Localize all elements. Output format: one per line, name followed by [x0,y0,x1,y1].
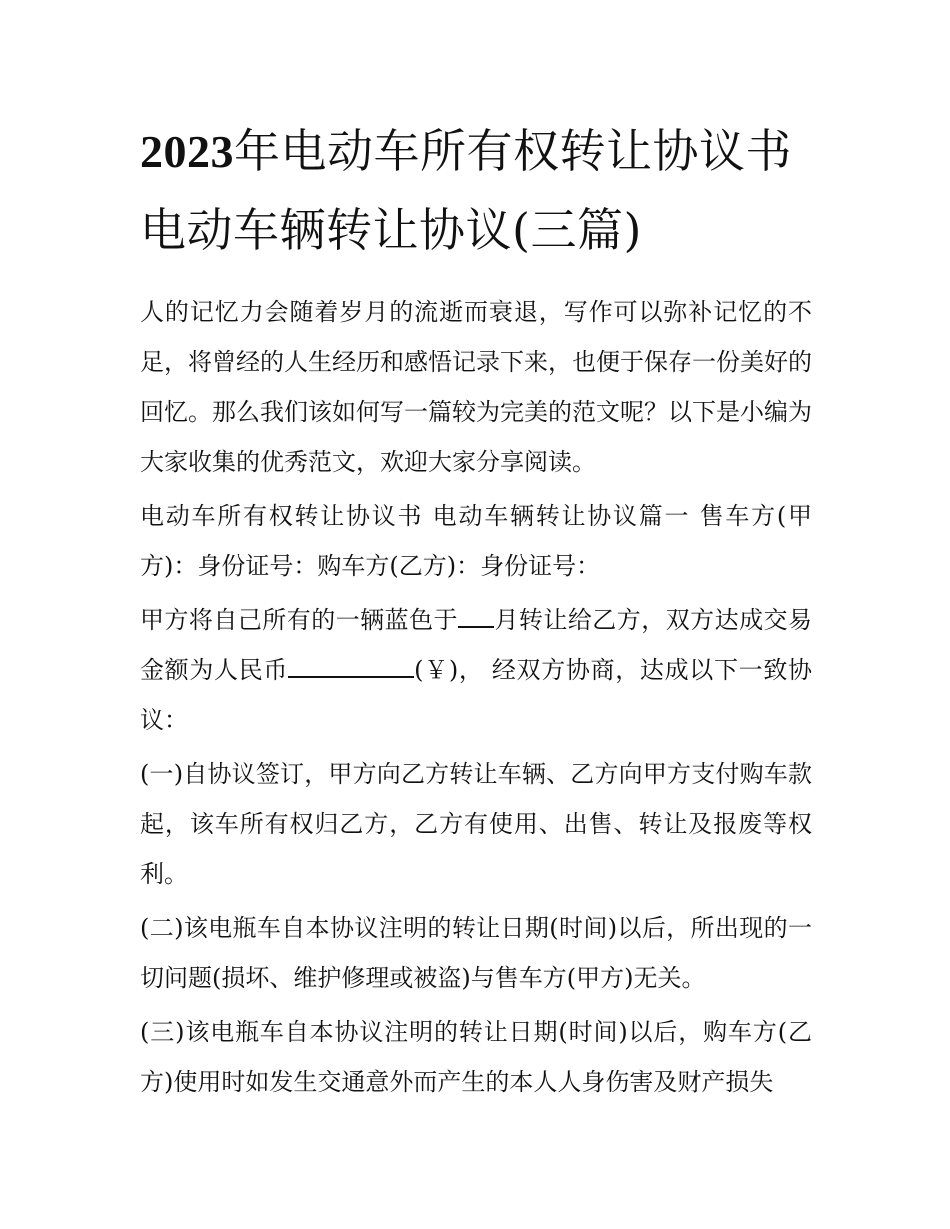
transfer-text-2: 月转让给乙方，双方达成交易金额为人民币 [140,606,812,684]
document-page [140,112,812,1111]
month-blank [458,604,494,628]
transfer-text-1: 甲方将自己所有的一辆蓝色于 [140,606,458,634]
title-year: 2023 [140,126,234,177]
clause-2: (二)该电瓶车自本协议注明的转让日期(时间)以后，所出现的一切问题(损坏、维护修理或被盗)与售车方(甲方)无关。 [140,914,812,992]
transfer-text-3: (￥)， 经双方协商，达成以下一致协议： [140,656,813,734]
document-title [140,112,812,269]
clause-3: (三)该电瓶车自本协议注明的转让日期(时间)以后，购车方(乙方)使用时如发生交通意外而产生的本人人身伤害及财产损失 [140,1018,812,1096]
clause-1: (一)自协议签订，甲方向乙方转让车辆、乙方向甲方支付购车款起，该车所有权归乙方，乙方有使用、出售、转让及报废等权利。 [140,760,812,888]
intro-paragraph: 人的记忆力会随着岁月的流逝而衰退，写作可以弥补记忆的不足，将曾经的人生经历和感悟记录下来，也便于保存一份美好的回忆。那么我们该如何写一篇较为完美的范文呢？以下是小编为大家收集的优秀范文，欢迎大家分享阅读。 [140,298,812,476]
amount-blank [288,654,414,678]
title-text: 年电动车所有权转让协议书 电动车辆转让协议(三篇) [140,124,792,257]
section-heading: 电动车所有权转让协议书 电动车辆转让协议篇一 售车方(甲方)：身份证号：购车方(乙方)：身份证号： [140,502,812,580]
transfer-paragraph [140,595,812,745]
